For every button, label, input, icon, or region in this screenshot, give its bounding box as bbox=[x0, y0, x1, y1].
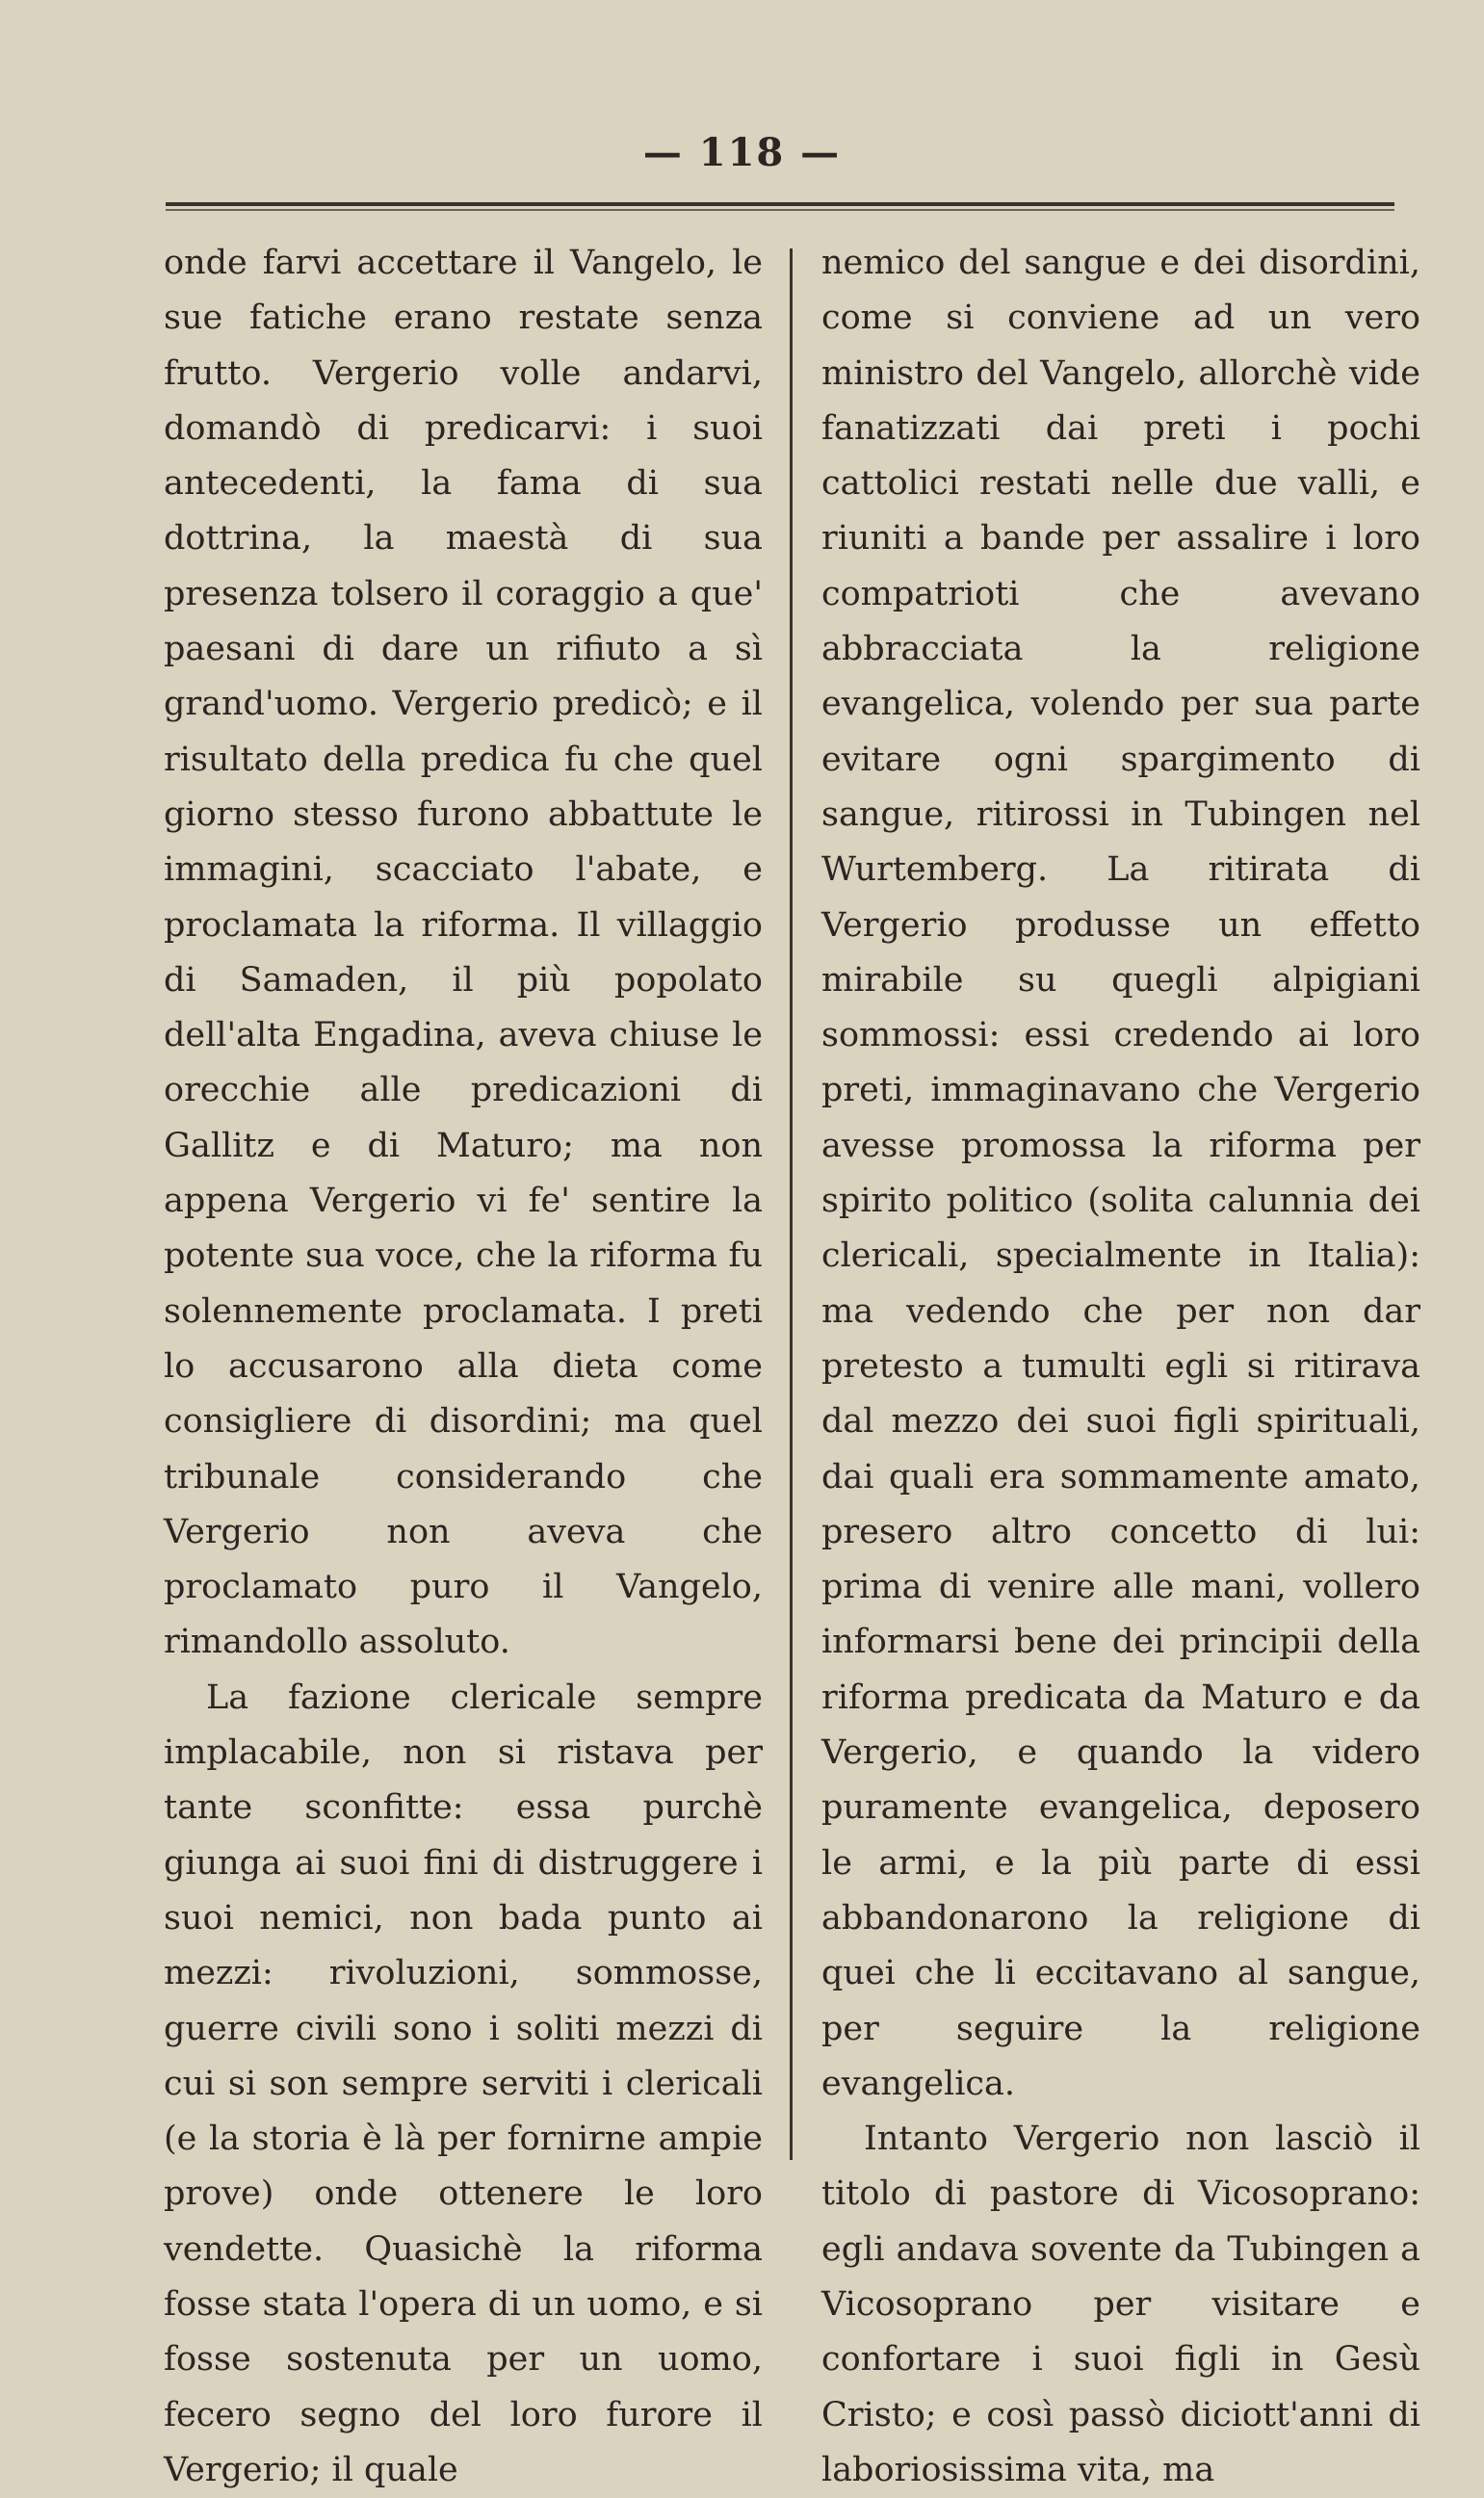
header-rule bbox=[166, 202, 1394, 211]
page-number: — 118 — bbox=[642, 130, 842, 175]
right-paragraph-1: nemico del sangue e dei disordini, come si conviene ad un vero ministro del Vangelo, allorchè vide fanatizzati dai preti i pochi cattolici restati nelle due valli, e riuniti a bande per assalire i loro compatrioti che avevano abbracciata la religione evangelica, volendo per sua parte evitare ogni spargimento di sangue, ritirossi in Tubingen nel Wurtemberg. La ritirata di Vergerio produsse un effetto mirabile su quegli alpigiani sommossi: essi credendo ai loro preti, immaginavano che Vergerio avesse promossa la riforma per spirito politico (solita calunnia dei clericali, specialmente in Italia): ma vedendo che per non dar pretesto a tumulti egli si ritirava dal mezzo dei suoi figli spirituali, dai quali era sommamente amato, presero altro concetto di lui: prima di venire alle mani, vollero informarsi bene dei principii della riforma predicata da Maturo e da Vergerio, e quando la videro puramente evangelica, deposero le armi, e la più parte di essi abbandonarono la religione di quei che li eccitavano al sangue, per seguire la religione evangelica. bbox=[821, 244, 1420, 2103]
right-paragraph-2: Intanto Vergerio non lasciò il titolo di pastore di Vicosoprano: egli andava sovente da Tubingen a Vicosoprano per visitare e confortare i suoi figli in Gesù Cristo; e così passò diciott'anni di laboriosissima vita, ma bbox=[821, 2120, 1420, 2489]
right-column bbox=[821, 236, 1420, 2498]
left-paragraph-2: La fazione clericale sempre implacabile, non si ristava per tante sconfitte: essa purchè giunga ai suoi fini di distruggere i suoi nemici, non bada punto ai mezzi: rivoluzioni, sommosse, guerre civili sono i soliti mezzi di cui si son sempre serviti i clericali (e la storia è là per fornirne ampie prove) onde ottenere le loro vendette. Quasichè la riforma fosse stata l'opera di un uomo, e si fosse sostenuta per un uomo, fecero segno del loro furore il Vergerio; il quale bbox=[164, 1678, 763, 2489]
left-paragraph-1: onde farvi accettare il Vangelo, le sue fatiche erano restate senza frutto. Vergerio volle andarvi, domandò di predicarvi: i suoi antecedenti, la fama di sua dottrina, la maestà di sua presenza tolsero il coraggio a que' paesani di dare un rifiuto a sì grand'uomo. Vergerio predicò; e il risultato della predica fu che quel giorno stesso furono abbattute le immagini, scacciato l'abate, e proclamata la riforma. Il villaggio di Samaden, il più popolato dell'alta Engadina, aveva chiuse le orecchie alle predicazioni di Gallitz e di Maturo; ma non appena Vergerio vi fe' sentire la potente sua voce, che la riforma fu solennemente proclamata. I preti lo accusarono alla dieta come consigliere di disordini; ma quel tribunale considerando che Vergerio non aveva che proclamato puro il Vangelo, rimandollo assoluto. bbox=[164, 244, 763, 1662]
left-column bbox=[164, 236, 763, 2498]
column-divider bbox=[790, 248, 793, 2160]
